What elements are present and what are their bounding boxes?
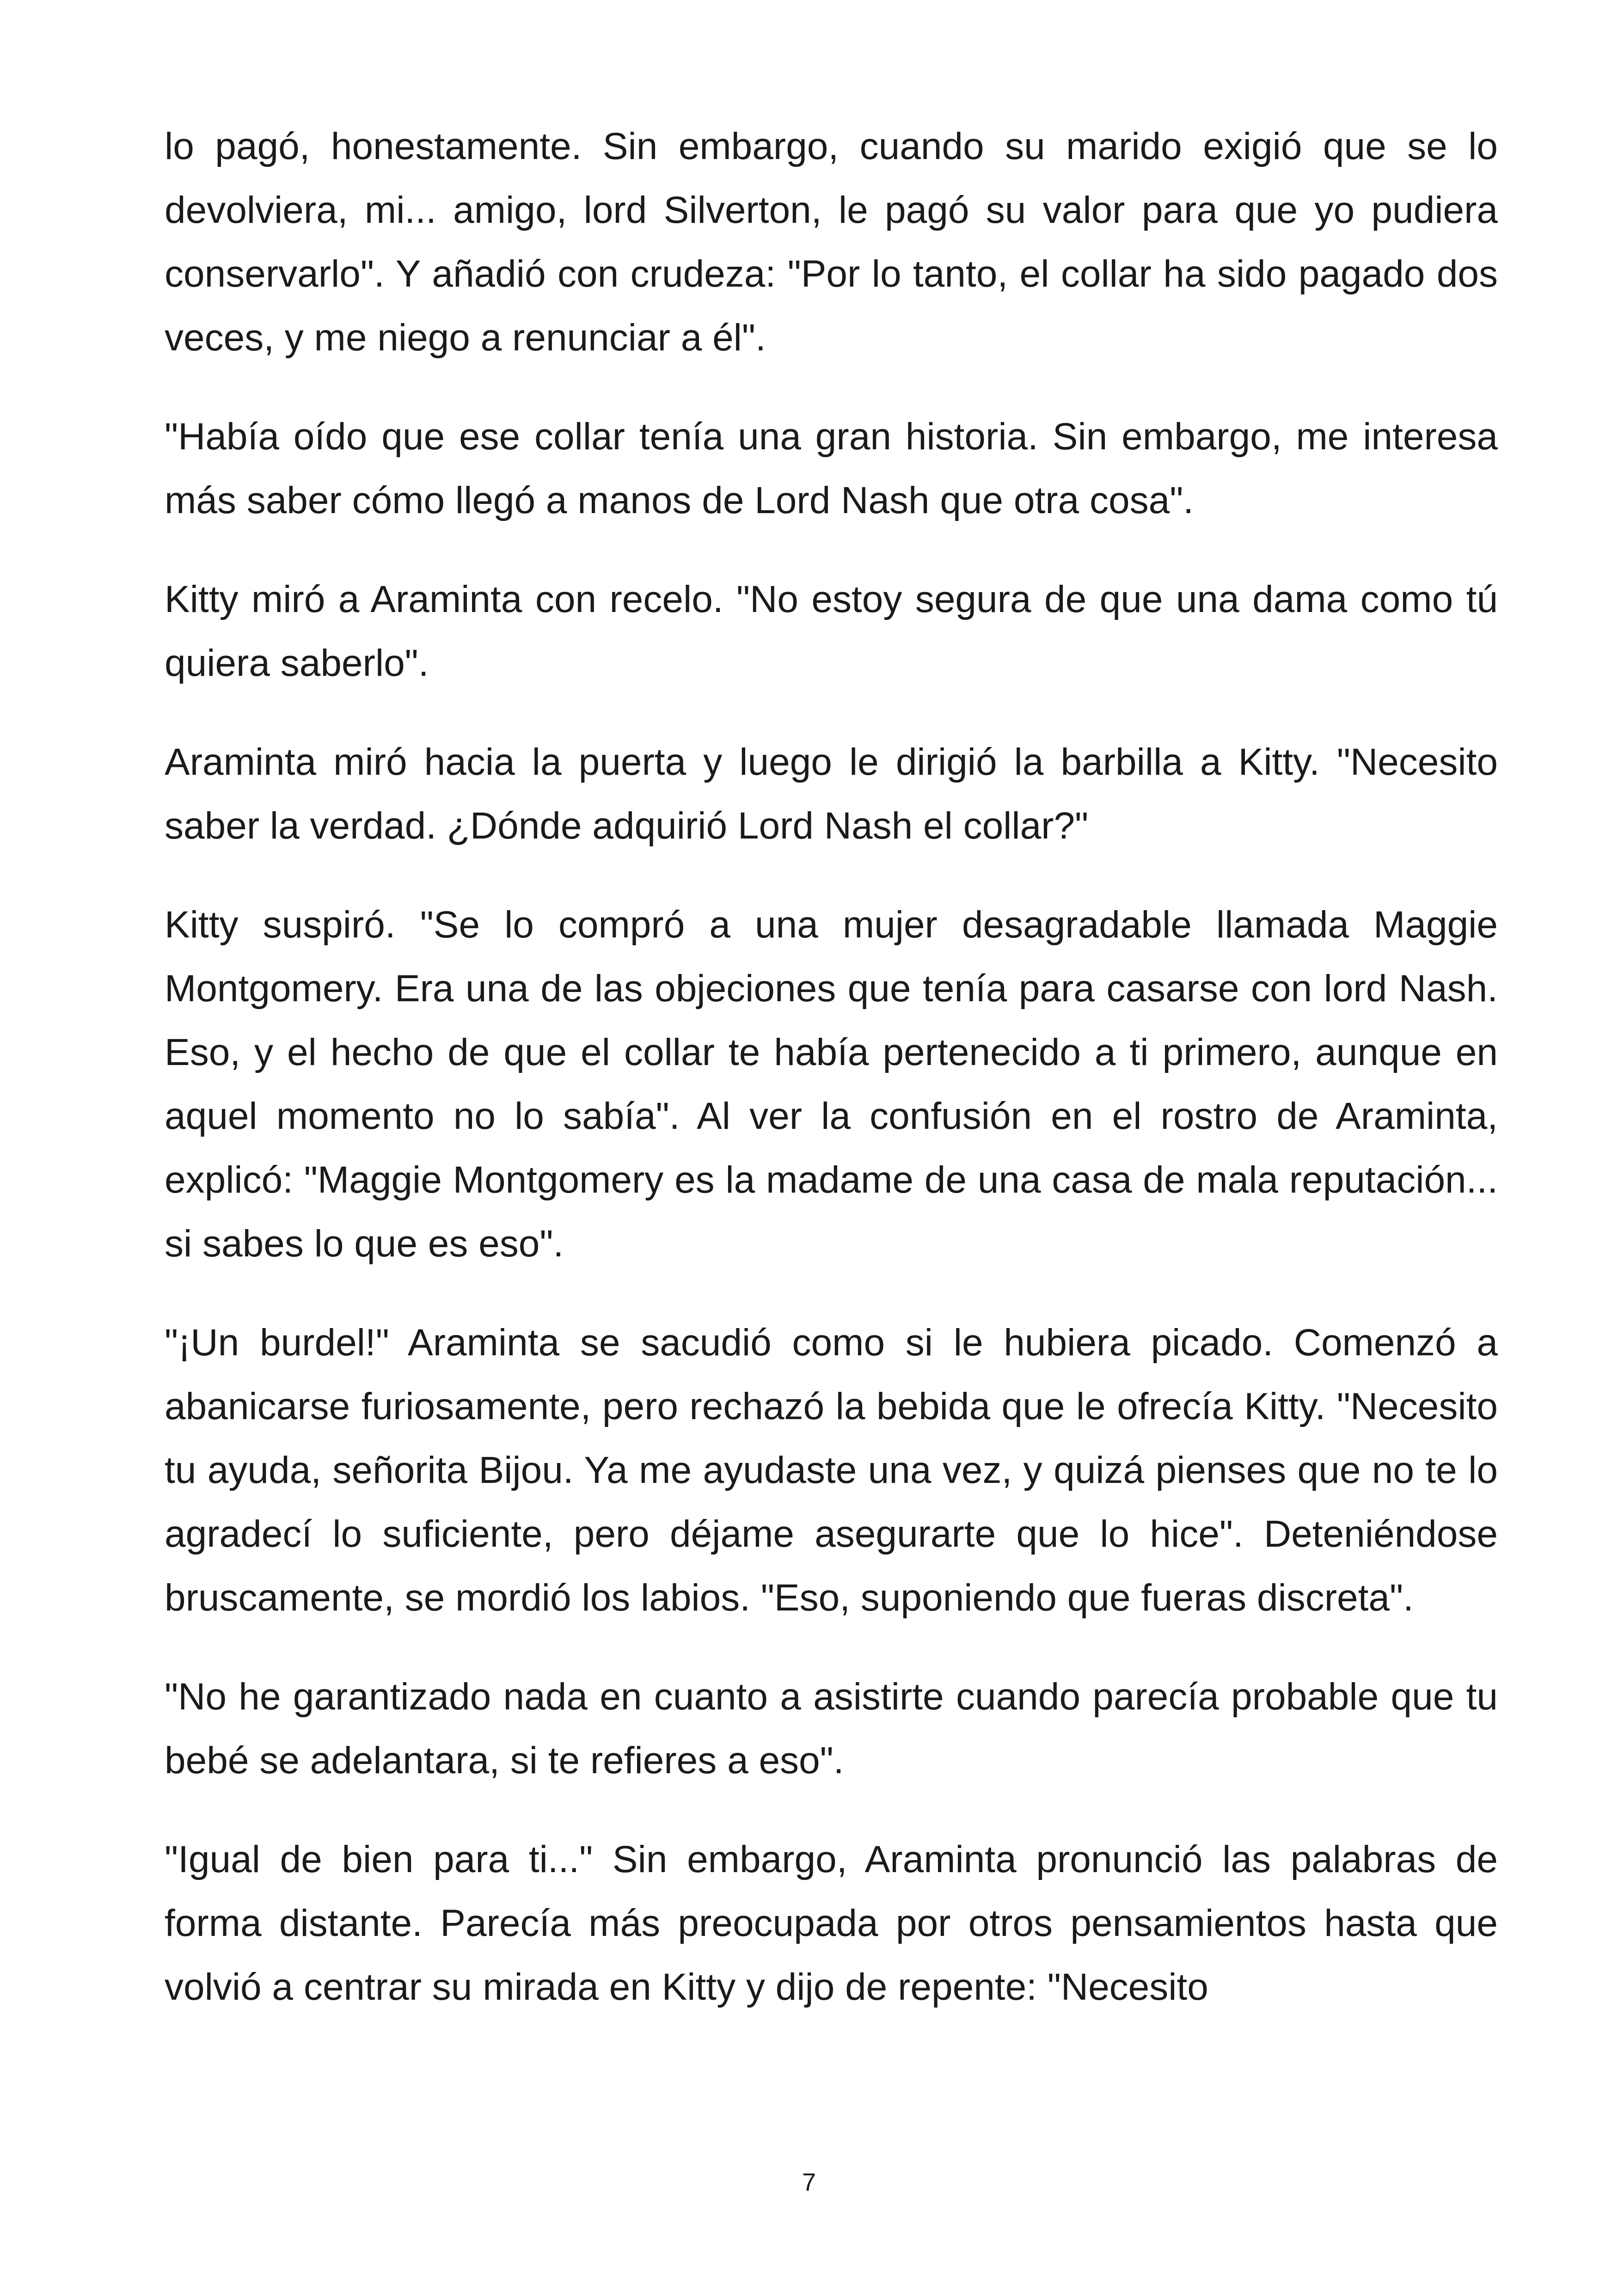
paragraph-8: "Igual de bien para ti..." Sin embargo, Araminta pronunció las palabras de forma distante. Parecía más preocupada por otros pensamientos hasta que volvió a centrar su mirada en Kitty y dijo de repente: "Necesito [165, 1838, 1498, 2008]
body-text [165, 115, 1498, 2054]
paragraph-3: Kitty miró a Araminta con recelo. "No estoy segura de que una dama como tú quiera saberlo". [165, 578, 1498, 684]
page-number: 7 [802, 2168, 816, 2196]
paragraph-2: "Había oído que ese collar tenía una gran historia. Sin embargo, me interesa más saber cómo llegó a manos de Lord Nash que otra cosa". [165, 416, 1498, 521]
paragraph-4: Araminta miró hacia la puerta y luego le dirigió la barbilla a Kitty. "Necesito saber la verdad. ¿Dónde adquirió Lord Nash el collar?" [165, 741, 1498, 847]
paragraph-6: "¡Un burdel!" Araminta se sacudió como si le hubiera picado. Comenzó a abanicarse furiosamente, pero rechazó la bebida que le ofrecía Kitty. "Necesito tu ayuda, señorita Bijou. Ya me ayudaste una vez, y quizá pienses que no te lo agradecí lo suficiente, pero déjame asegurarte que lo hice". Deteniéndose bruscamente, se mordió los labios. "Eso, suponiendo que fueras discreta". [165, 1322, 1498, 1619]
paragraph-7: "No he garantizado nada en cuanto a asistirte cuando parecía probable que tu bebé se adelantara, si te refieres a eso". [165, 1676, 1498, 1782]
paragraph-5: Kitty suspiró. "Se lo compró a una mujer desagradable llamada Maggie Montgomery. Era una de las objeciones que tenía para casarse con lord Nash. Eso, y el hecho de que el collar te había pertenecido a ti primero, aunque en aquel momento no lo sabía". Al ver la confusión en el rostro de Araminta, explicó: "Maggie Montgomery es la madame de una casa de mala reputación... si sabes lo que es eso". [165, 904, 1498, 1265]
paragraph-1: lo pagó, honestamente. Sin embargo, cuando su marido exigió que se lo devolviera, mi... amigo, lord Silverton, le pagó su valor para que yo pudiera conservarlo". Y añadió con crudeza: "Por lo tanto, el collar ha sido pagado dos veces, y me niego a renunciar a él". [165, 125, 1498, 359]
